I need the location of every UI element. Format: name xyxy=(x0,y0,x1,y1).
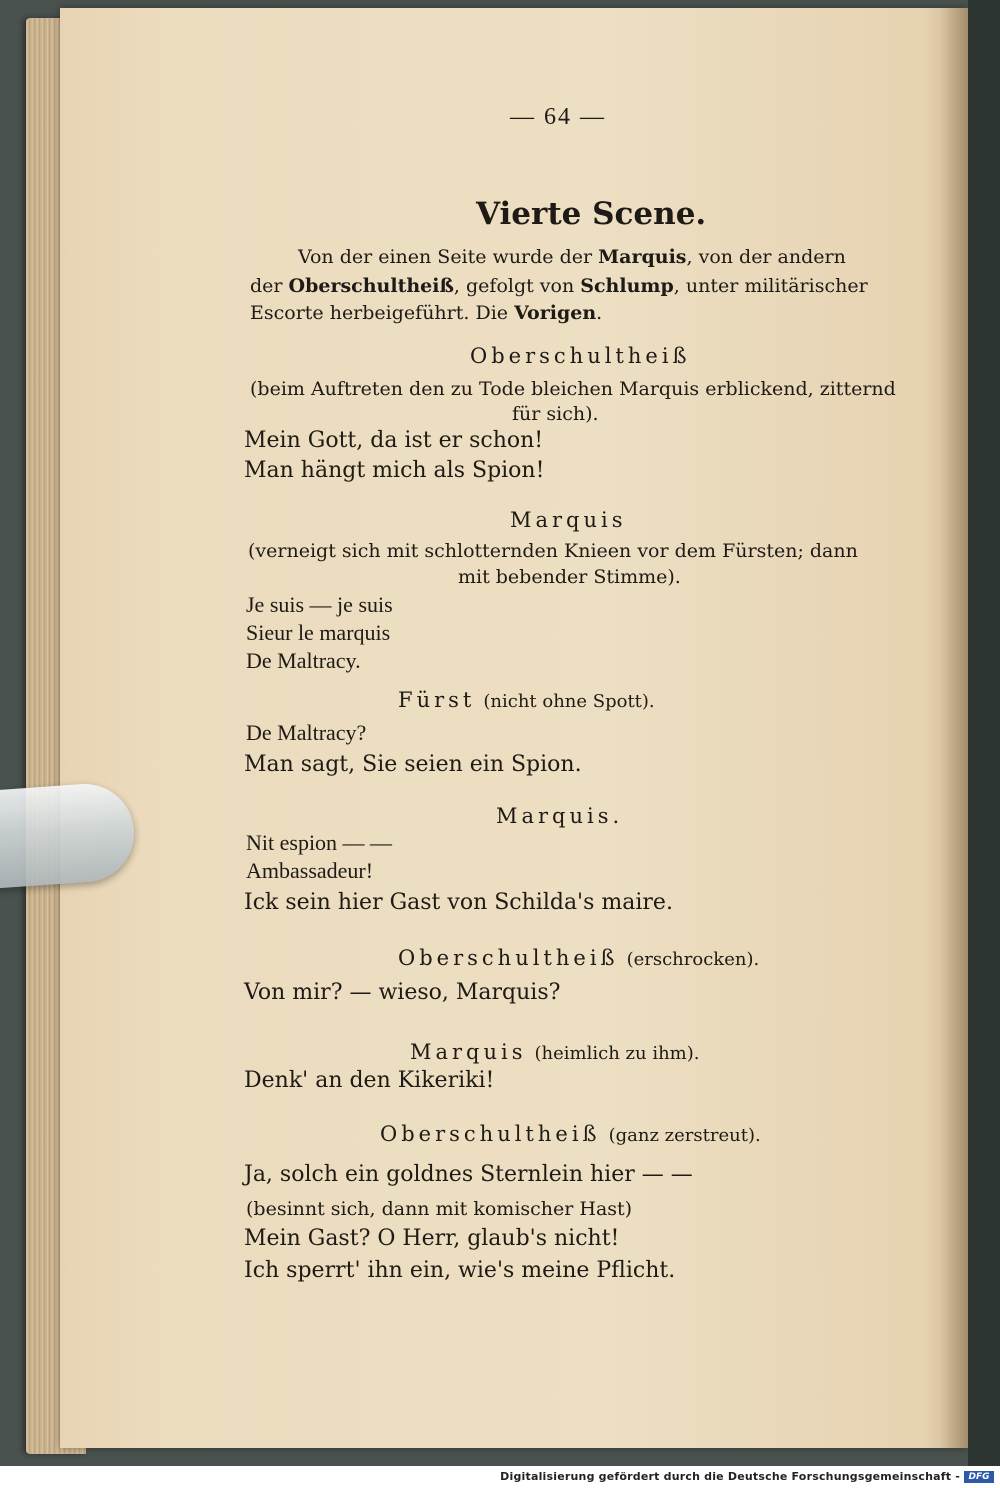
footer-bar xyxy=(0,1466,1000,1488)
verse-line: Von mir? — wieso, Marquis? xyxy=(244,980,561,1005)
stage-direction: mit bebender Stimme). xyxy=(458,566,681,588)
verse-line: Je suis — je suis xyxy=(246,592,393,617)
intro-line: Escorte herbeigeführt. Die Vorigen. xyxy=(250,302,603,324)
speaker-name: Marquis. xyxy=(496,804,624,828)
verse-line: Nit espion — — xyxy=(246,830,393,855)
scene-title: Vierte Scene. xyxy=(476,196,707,232)
speaker-name: Oberschultheiß xyxy=(470,344,691,368)
funding-notice: Digitalisierung gefördert durch die Deutsche Forschungsgemeinschaft - xyxy=(500,1470,960,1483)
verse-line: Man hängt mich als Spion! xyxy=(244,458,545,483)
verse-line: Ick sein hier Gast von Schilda's maire. xyxy=(244,890,673,915)
verse-line: De Maltracy? xyxy=(246,720,367,745)
dfg-logo: DFG xyxy=(964,1471,994,1483)
speaker-name: Fürst (nicht ohne Spott). xyxy=(398,688,655,712)
verse-line: Mein Gott, da ist er schon! xyxy=(244,428,544,453)
verse-line: Ambassadeur! xyxy=(246,858,374,883)
verse-line: Ich sperrt' ihn ein, wie's meine Pflicht. xyxy=(244,1258,676,1283)
speaker-name: Marquis xyxy=(510,508,627,532)
stage-direction: (beim Auftreten den zu Tode bleichen Marquis erblickend, zitternd xyxy=(250,378,896,400)
verse-line: Man sagt, Sie seien ein Spion. xyxy=(244,752,582,777)
book-spine xyxy=(968,0,1000,1466)
verse-line: Sieur le marquis xyxy=(246,620,391,645)
page-gutter-shadow xyxy=(940,8,968,1448)
intro-line: der Oberschultheiß, gefolgt von Schlump, unter militärischer xyxy=(250,275,868,297)
verse-line: Mein Gast? O Herr, glaub's nicht! xyxy=(244,1226,620,1251)
page-number: — 64 — xyxy=(510,104,606,130)
verse-line: De Maltracy. xyxy=(246,648,361,673)
intro-line: Von der einen Seite wurde der Marquis, von der andern xyxy=(298,246,846,268)
verse-line: Ja, solch ein goldnes Sternlein hier — — xyxy=(244,1162,693,1187)
stage-direction: (besinnt sich, dann mit komischer Hast) xyxy=(246,1198,633,1220)
stage-direction: für sich). xyxy=(512,403,599,425)
speaker-name: Oberschultheiß (erschrocken). xyxy=(398,946,760,970)
speaker-name: Marquis (heimlich zu ihm). xyxy=(410,1040,700,1064)
speaker-name: Oberschultheiß (ganz zerstreut). xyxy=(380,1122,761,1146)
stage-direction: (verneigt sich mit schlotternden Knieen vor dem Fürsten; dann xyxy=(248,540,858,562)
verse-line: Denk' an den Kikeriki! xyxy=(244,1068,495,1093)
